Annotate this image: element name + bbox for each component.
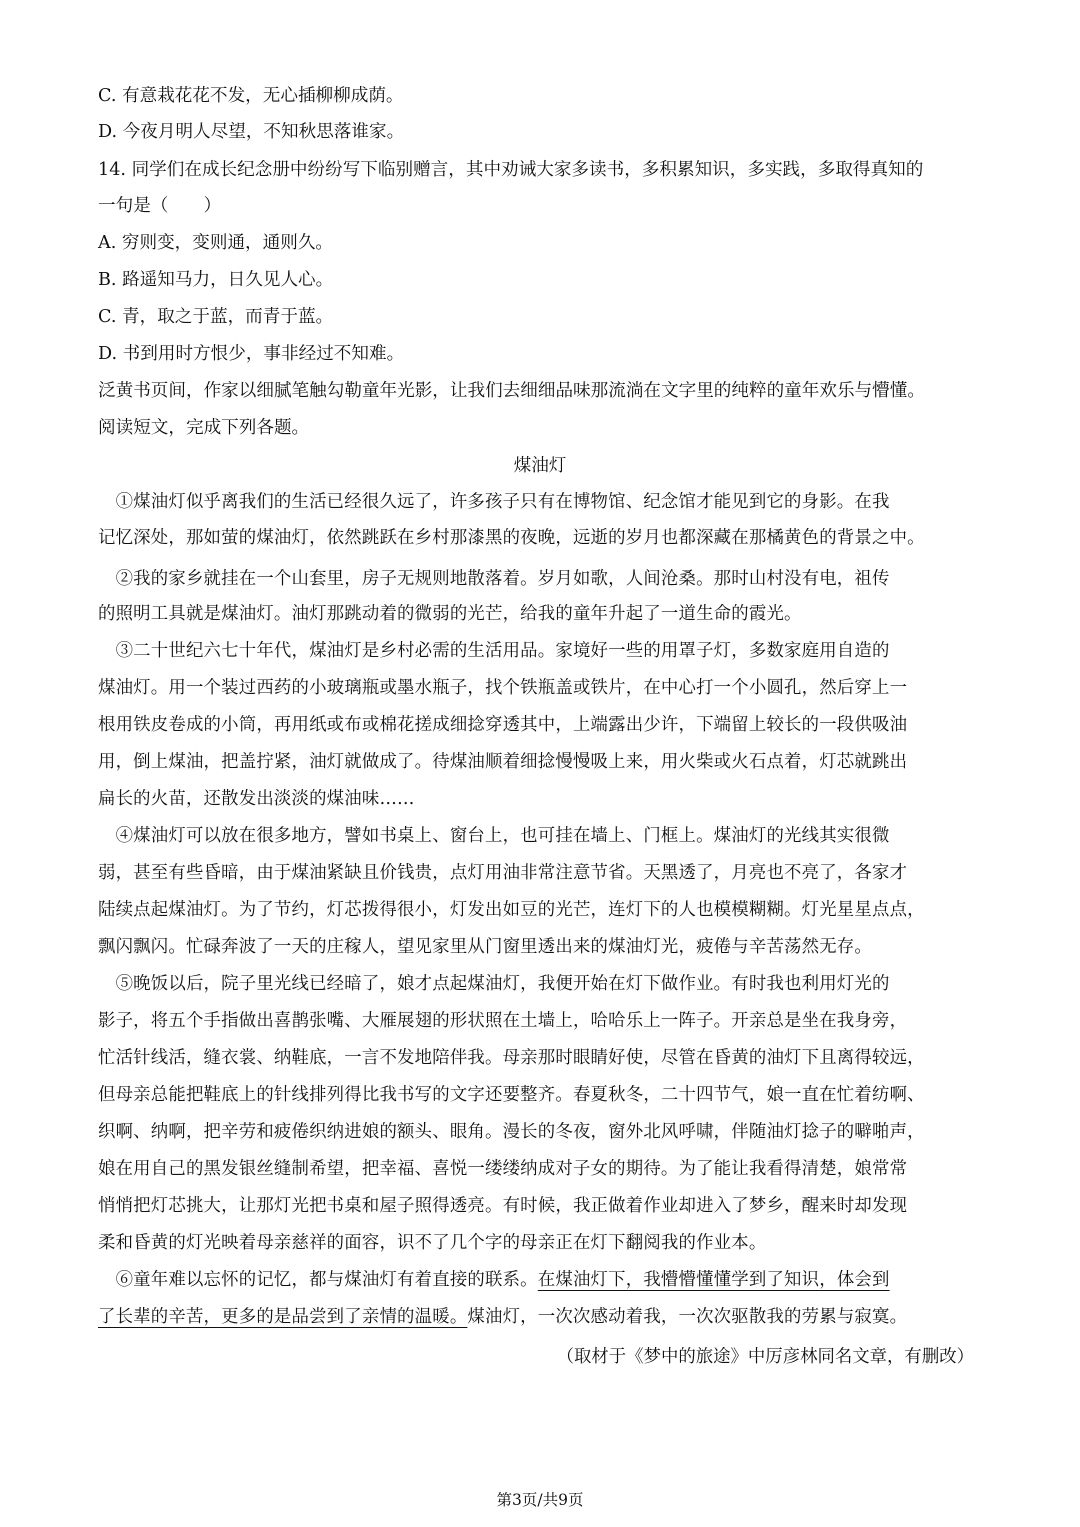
- q14-option-a: A. 穷则变，变则通，通则久。: [98, 233, 334, 253]
- passage-line: ⑤晚饭以后，院子里光线已经暗了，娘才点起煤油灯，我便开始在灯下做作业。有时我也利用灯光的: [98, 974, 890, 994]
- q14-stem-line1: 14. 同学们在成长纪念册中纷纷写下临别赠言，其中劝诫大家多读书，多积累知识，多实践，多取得真知的: [98, 160, 924, 180]
- page-number: 第3页/共9页: [496, 1491, 584, 1509]
- passage-line: 织啊、纳啊，把辛劳和疲倦织纳进娘的额头、眼角。漫长的冬夜，窗外北风呼啸，伴随油灯捻子的噼啪声，: [98, 1122, 925, 1142]
- p6-plain-text: 煤油灯，一次次感动着我，一次次驱散我的劳累与寂寞。: [467, 1307, 908, 1327]
- passage-line: 悄悄把灯芯挑大，让那灯光把书桌和屋子照得透亮。有时候，我正做着作业却进入了梦乡，醒来时却发现: [98, 1196, 908, 1216]
- passage-line: ④煤油灯可以放在很多地方，譬如书桌上、窗台上，也可挂在墙上、门框上。煤油灯的光线其实很微: [98, 826, 890, 846]
- passage-line: 用，倒上煤油，把盖拧紧，油灯就做成了。待煤油顺着细捻慢慢吸上来，用火柴或火石点着，灯芯就跳出: [98, 752, 908, 772]
- paragraph-6-line2: [98, 1303, 907, 1331]
- paragraph-6-line1: [98, 1266, 890, 1294]
- passage-line: 扁长的火苗，还散发出淡淡的煤油味……: [98, 789, 415, 809]
- option-c-prev: C. 有意栽花花不发，无心插柳柳成荫。: [98, 86, 404, 106]
- q14-option-c: C. 青，取之于蓝，而青于蓝。: [98, 307, 334, 327]
- passage-line: ①煤油灯似乎离我们的生活已经很久远了，许多孩子只有在博物馆、纪念馆才能见到它的身影。在我: [98, 492, 890, 512]
- passage-line: 根用铁皮卷成的小筒，再用纸或布或棉花搓成细捻穿透其中，上端露出少许，下端留上较长的一段供吸油: [98, 715, 908, 735]
- q14-option-b: B. 路遥知马力，日久见人心。: [98, 270, 334, 290]
- q14-option-d: D. 书到用时方恨少，事非经过不知难。: [98, 344, 405, 364]
- passage-line: 但母亲总能把鞋底上的针线排列得比我书写的文字还要整齐。春夏秋冬，二十四节气，娘一直在忙着纺啊、: [98, 1085, 925, 1105]
- passage-line: 柔和昏黄的灯光映着母亲慈祥的面容，识不了几个字的母亲正在灯下翻阅我的作业本。: [98, 1233, 767, 1253]
- intro-line1: 泛黄书页间，作家以细腻笔触勾勒童年光影，让我们去细细品味那流淌在文字里的纯粹的童年欢乐与懵懂。: [98, 381, 925, 401]
- p6-underlined-text: 了长辈的辛苦，更多的是品尝到了亲情的温暖。: [98, 1307, 468, 1327]
- passage-line: 的照明工具就是煤油灯。油灯那跳动着的微弱的光芒，给我的童年升起了一道生命的霞光。: [98, 604, 802, 624]
- passage-line: 弱，甚至有些昏暗，由于煤油紧缺且价钱贵，点灯用油非常注意节省。天黑透了，月亮也不亮了，各家才: [98, 863, 908, 883]
- passage-line: ③二十世纪六七十年代，煤油灯是乡村必需的生活用品。家境好一些的用罩子灯，多数家庭用自造的: [98, 641, 890, 661]
- source-citation: （取材于《梦中的旅途》中厉彦林同名文章，有删改）: [556, 1347, 974, 1367]
- passage-line: 娘在用自己的黑发银丝缝制希望，把幸福、喜悦一缕缕纳成对子女的期待。为了能让我看得清楚，娘常常: [98, 1159, 908, 1179]
- passage-line: ②我的家乡就挂在一个山套里，房子无规则地散落着。岁月如歌，人间沧桑。那时山村没有电，祖传: [98, 569, 890, 589]
- passage-line: 陆续点起煤油灯。为了节约，灯芯拨得很小，灯发出如豆的光芒，连灯下的人也模模糊糊。灯光星星点点，: [98, 900, 925, 920]
- intro-line2: 阅读短文，完成下列各题。: [98, 418, 310, 438]
- p6-underlined-text: 在煤油灯下，我懵懵懂懂学到了知识，体会到: [537, 1270, 890, 1290]
- p6-plain-text: ⑥童年难以忘怀的记忆，都与煤油灯有着直接的联系。: [98, 1270, 538, 1290]
- passage-line: 飘闪飘闪。忙碌奔波了一天的庄稼人，望见家里从门窗里透出来的煤油灯光，疲倦与辛苦荡然无存。: [98, 937, 872, 957]
- passage-line: 忙活针线活，缝衣裳、纳鞋底，一言不发地陪伴我。母亲那时眼睛好使，尽管在昏黄的油灯下且离得较远，: [98, 1048, 925, 1068]
- passage-title: 煤油灯: [513, 456, 567, 476]
- q14-stem-line2: 一句是（ ）: [98, 196, 222, 216]
- option-d-prev: D. 今夜月明人尽望，不知秋思落谁家。: [98, 122, 405, 142]
- passage-line: 煤油灯。用一个装过西药的小玻璃瓶或墨水瓶子，找个铁瓶盖或铁片，在中心打一个小圆孔，然后穿上一: [98, 678, 908, 698]
- passage-line: 记忆深处，那如萤的煤油灯，依然跳跃在乡村那漆黑的夜晚，远逝的岁月也都深藏在那橘黄色的背景之中。: [98, 528, 925, 548]
- passage-line: 影子，将五个手指做出喜鹊张嘴、大雁展翅的形状照在土墙上，哈哈乐上一阵子。开亲总是坐在我身旁，: [98, 1011, 908, 1031]
